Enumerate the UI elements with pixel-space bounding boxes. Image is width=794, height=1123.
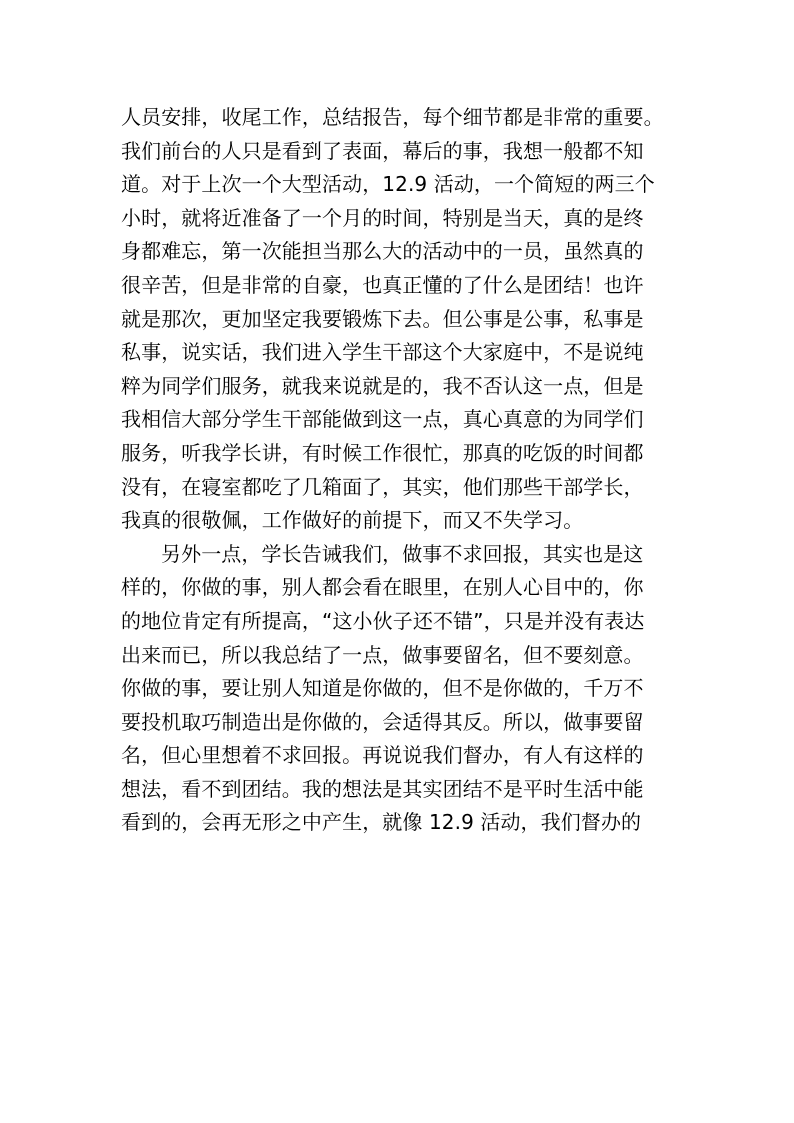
text-line-3: 道。对于上次一个大型活动，12.9 活动，一个简短的两三个 <box>121 172 655 197</box>
text-line-6: 很辛苦，但是非常的自豪，也真正懂的了什么是团结！也许 <box>121 272 644 297</box>
text-line-8: 私事，说实话，我们进入学生干部这个大家庭中，不是说纯 <box>121 340 644 365</box>
body-text <box>121 101 691 840</box>
text-line-19: 要投机取巧制造出是你做的，会适得其反。所以，做事要留 <box>121 709 644 734</box>
text-line-16: 的地位肯定有所提高，“这小伙子还不错”，只是并没有表达 <box>121 608 645 633</box>
text-line-18: 你做的事，要让别人知道是你做的，但不是你做的，千万不 <box>121 676 644 701</box>
text-line-11: 服务，听我学长讲，有时候工作很忙，那真的吃饭的时间都 <box>121 440 644 465</box>
text-line-21: 想法，看不到团结。我的想法是其实团结不是平时生活中能 <box>121 776 644 801</box>
text-line-4: 小时，就将近准备了一个月的时间，特别是当天，真的是终 <box>121 205 644 230</box>
text-line-7: 就是那次，更加坚定我要锻炼下去。但公事是公事，私事是 <box>121 306 644 331</box>
text-line-1: 人员安排，收尾工作，总结报告，每个细节都是非常的重要。 <box>121 105 664 129</box>
text-line-5: 身都难忘，第一次能担当那么大的活动中的一员，虽然真的 <box>121 239 644 264</box>
text-line-9: 粹为同学们服务，就我来说就是的，我不否认这一点，但是 <box>121 373 644 398</box>
text-line-10: 我相信大部分学生干部能做到这一点，真心真意的为同学们 <box>121 407 644 432</box>
text-line-17: 出来而已，所以我总结了一点，做事要留名，但不要刻意。 <box>121 642 644 667</box>
text-line-20: 名，但心里想着不求回报。再说说我们督办，有人有这样的 <box>121 743 644 768</box>
text-line-15: 样的，你做的事，别人都会看在眼里，在别人心目中的，你 <box>121 575 644 600</box>
text-line-22: 看到的，会再无形之中产生，就像 12.9 活动，我们督办的 <box>121 810 642 835</box>
text-line-13: 我真的很敬佩，工作做好的前提下，而又不失学习。 <box>121 508 584 533</box>
text-line-12: 没有，在寝室都吃了几箱面了，其实，他们那些干部学长， <box>121 474 644 499</box>
text-line-14-paragraph-start: 另外一点，学长告诫我们，做事不求回报，其实也是这 <box>161 541 644 566</box>
text-line-2: 我们前台的人只是看到了表面，幕后的事，我想一般都不知 <box>121 138 644 163</box>
